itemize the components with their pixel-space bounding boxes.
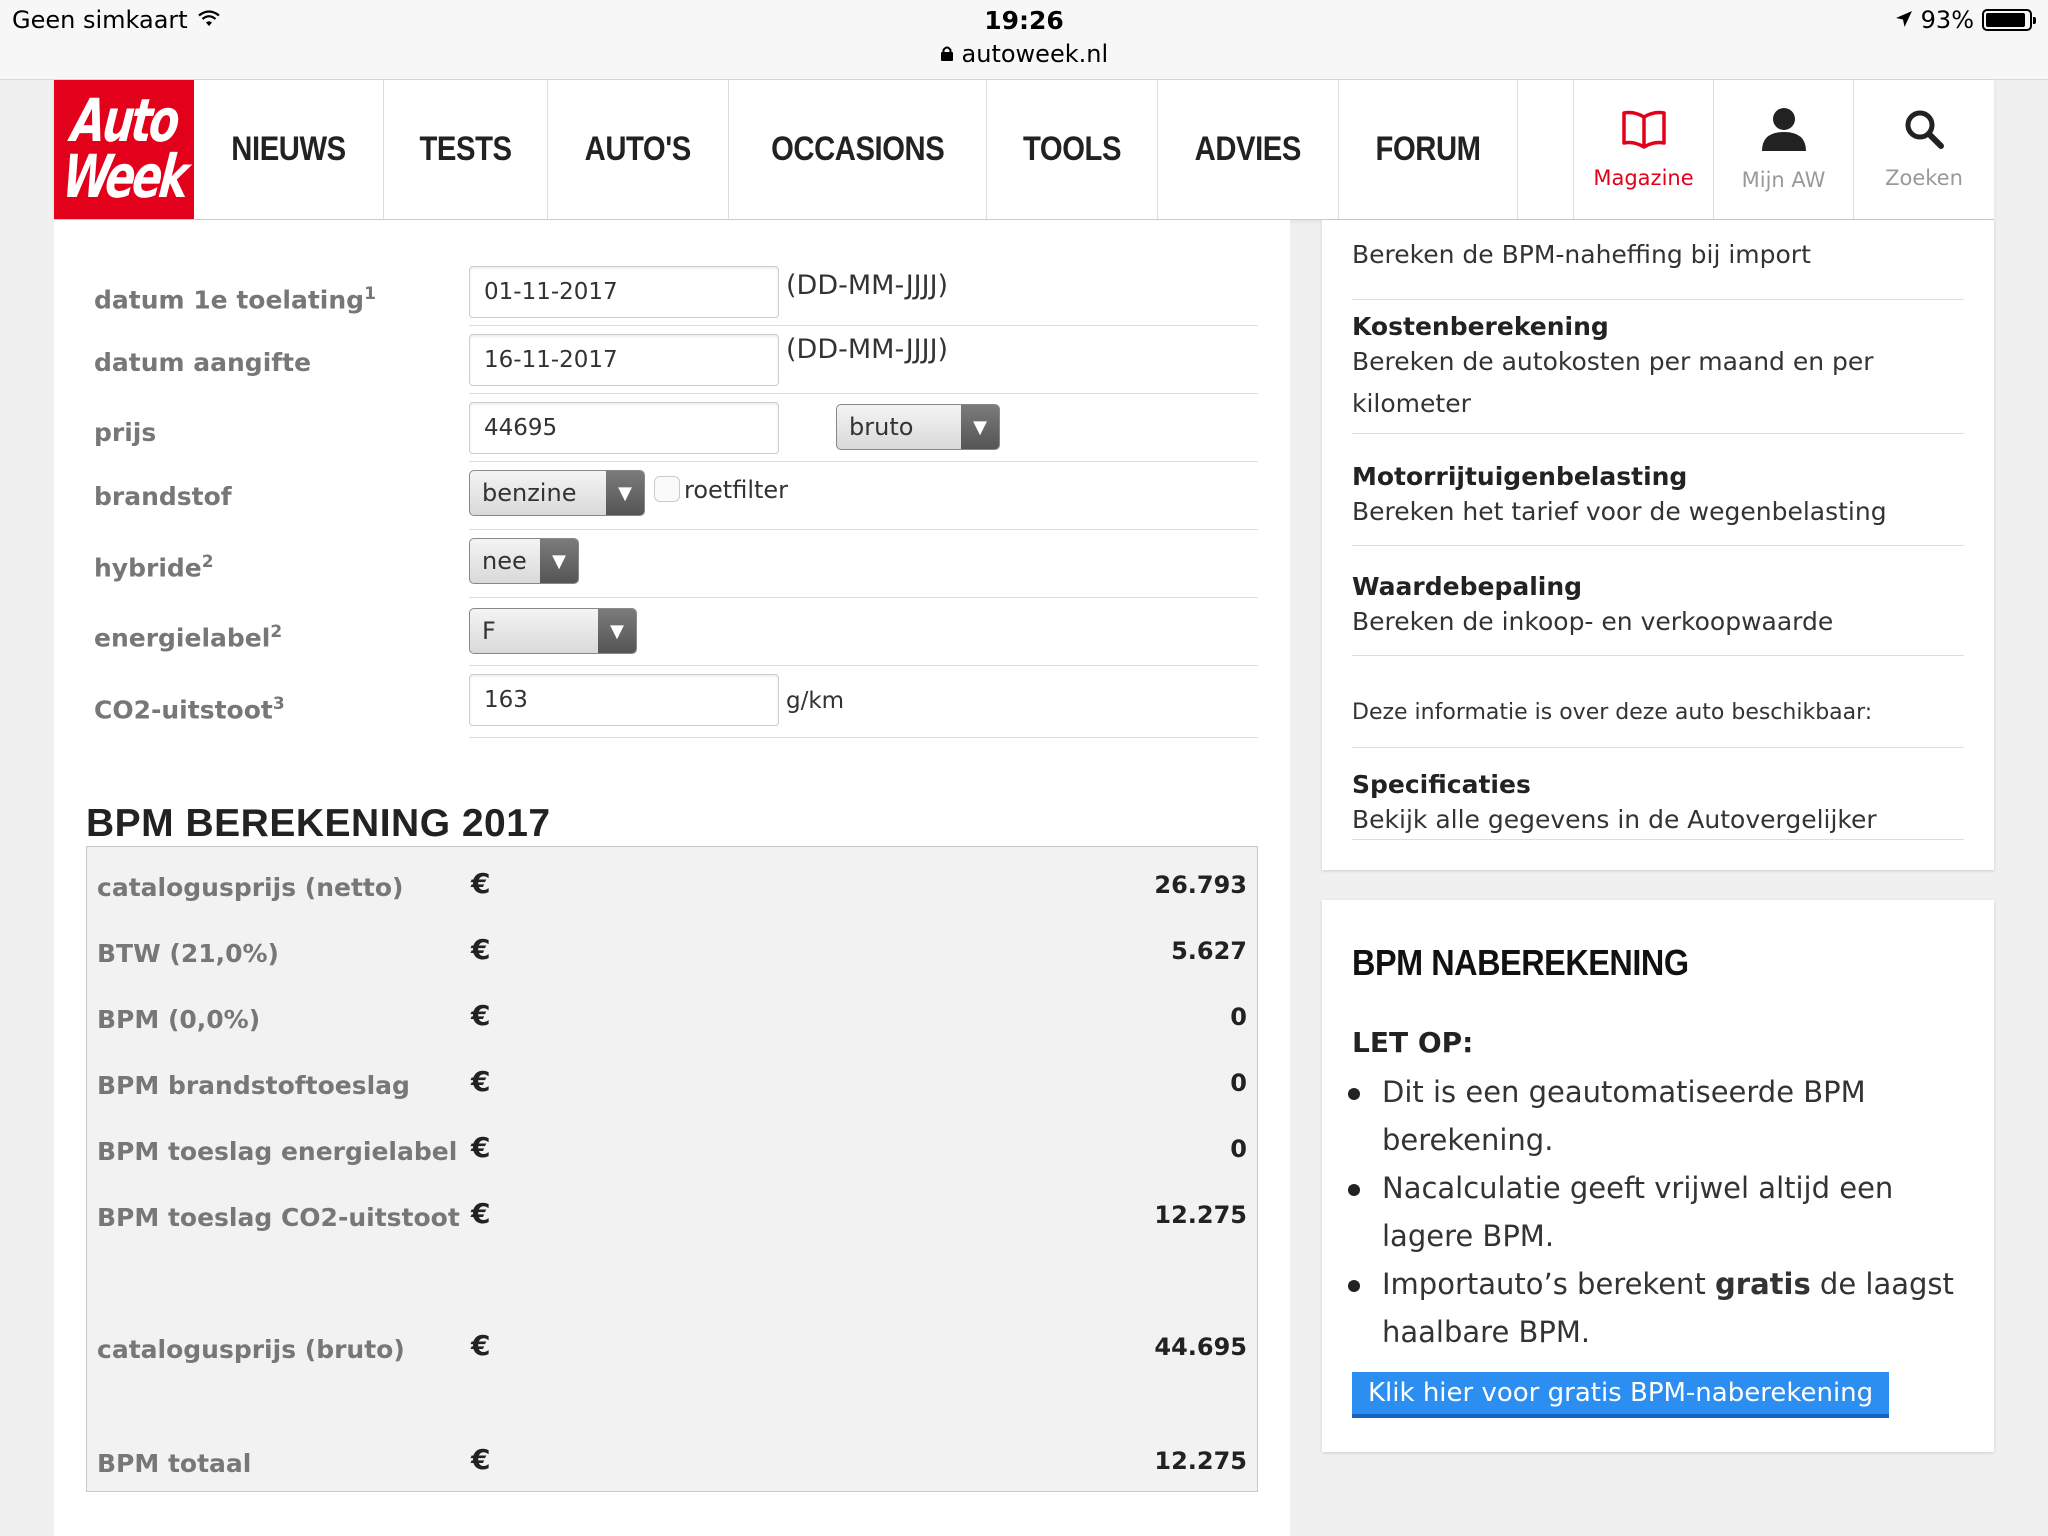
- location-arrow-icon: [1895, 6, 1913, 34]
- lock-icon: [940, 40, 962, 68]
- date-format-hint: (DD-MM-JJJJ): [786, 270, 949, 301]
- bpm-row: BPM toeslag CO2-uitstoot € 12.275: [97, 1197, 1247, 1232]
- energielabel-select[interactable]: F ▼: [469, 608, 637, 654]
- bpm-calculator-panel: [54, 220, 1290, 1536]
- form-row-datum-toelating: datum 1e toelating$^1$ 01-11-2017 (DD-MM-JJJJ): [94, 258, 1258, 326]
- euro-sign: €: [471, 999, 491, 1032]
- specificaties-link[interactable]: Specificaties Bekijk alle gegevens in de Autovergelijker: [1352, 746, 1964, 840]
- date-format-hint: (DD-MM-JJJJ): [786, 334, 949, 365]
- brandstof-select[interactable]: benzine ▼: [469, 470, 645, 516]
- euro-sign: €: [471, 1197, 491, 1230]
- nav-item-tools[interactable]: TOOLS: [987, 80, 1158, 219]
- search-icon: [1904, 109, 1944, 154]
- euro-sign: €: [471, 933, 491, 966]
- nav-item-occasions[interactable]: OCCASIONS: [729, 80, 987, 219]
- nav-item-autos[interactable]: AUTO'S: [548, 80, 728, 219]
- battery-percent: 93%: [1920, 6, 1974, 34]
- url-text: autoweek.nl: [961, 40, 1109, 68]
- main-navbar: [54, 80, 1994, 220]
- book-icon: [1621, 109, 1667, 154]
- hybride-select[interactable]: nee ▼: [469, 538, 579, 584]
- datum-toelating-label: datum 1e toelating: [94, 285, 365, 315]
- nav-menu: [194, 80, 1518, 219]
- naberekening-button[interactable]: Klik hier voor gratis BPM-naberekening: [1352, 1372, 1889, 1418]
- naberekening-title: BPM NABEREKENING: [1352, 942, 1689, 983]
- bpm-row: BPM (0,0%) € 0: [97, 999, 1247, 1034]
- mijn-aw-button[interactable]: Mijn AW: [1714, 80, 1854, 219]
- co2-unit: g/km: [786, 688, 845, 714]
- autoweek-logo[interactable]: Auto Week: [54, 80, 194, 219]
- roetfilter-checkbox[interactable]: [654, 476, 680, 502]
- bpm-row-total: BPM totaal € 12.275: [97, 1443, 1247, 1478]
- motorrijtuigenbelasting-link[interactable]: Motorrijtuigenbelasting Bereken het tarief voor de wegenbelasting: [1352, 458, 1964, 546]
- datum-toelating-input[interactable]: 01-11-2017: [469, 266, 779, 318]
- prijs-type-select[interactable]: bruto ▼: [836, 404, 1000, 450]
- status-bar: [0, 0, 2048, 80]
- hybride-label: hybride: [94, 553, 202, 583]
- euro-sign: €: [471, 1329, 491, 1362]
- prijs-input[interactable]: 44695: [469, 402, 779, 454]
- nav-item-tests[interactable]: TESTS: [384, 80, 548, 219]
- dropdown-arrow-icon: ▼: [540, 539, 578, 583]
- battery-icon: [1982, 9, 2032, 31]
- bpm-section-title: BPM BEREKENING 2017: [86, 802, 551, 845]
- roetfilter-label: roetfilter: [684, 476, 789, 504]
- list-item: Nacalculatie geeft vrijwel altijd een lagere BPM.: [1352, 1164, 1972, 1260]
- prijs-label: prijs: [94, 418, 157, 447]
- url-bar[interactable]: [0, 40, 2048, 68]
- form-row-datum-aangifte: [94, 326, 1258, 394]
- nav-item-forum[interactable]: FORUM: [1339, 80, 1518, 219]
- notice-list: [1352, 1068, 1972, 1356]
- form-row-energielabel: energielabel$^2$ F ▼: [94, 598, 1258, 666]
- euro-sign: €: [471, 1065, 491, 1098]
- datum-aangifte-label: datum aangifte: [94, 348, 312, 377]
- brandstof-label: brandstof: [94, 482, 232, 511]
- nav-item-advies[interactable]: ADVIES: [1158, 80, 1339, 219]
- bpm-naberekening-card: [1322, 900, 1994, 1452]
- nav-icon-group: [1573, 80, 1994, 219]
- form-row-prijs: [94, 394, 1258, 462]
- dropdown-arrow-icon: ▼: [961, 405, 999, 449]
- form-row-co2: CO2-uitstoot$^3$ 163 g/km: [94, 666, 1258, 734]
- co2-input[interactable]: 163: [469, 674, 779, 726]
- user-icon: [1761, 107, 1807, 156]
- info-notice: Deze informatie is over deze auto beschikbaar:: [1352, 690, 1964, 748]
- carrier-label: Geen simkaart: [12, 6, 188, 34]
- magazine-button[interactable]: Magazine: [1574, 80, 1714, 219]
- euro-sign: €: [471, 1443, 491, 1476]
- bpm-row: catalogusprijs (netto) € 26.793: [97, 867, 1247, 902]
- bpm-result-table: [86, 846, 1258, 1492]
- nav-item-nieuws[interactable]: NIEUWS: [194, 80, 384, 219]
- list-item: Importauto’s berekent gratis de laagst haalbare BPM.: [1352, 1260, 1972, 1356]
- euro-sign: €: [471, 1131, 491, 1164]
- list-item: Dit is een geautomatiseerde BPM berekening.: [1352, 1068, 1972, 1164]
- dropdown-arrow-icon: ▼: [598, 609, 636, 653]
- clock: 19:26: [984, 6, 1064, 35]
- form-row-brandstof: [94, 462, 1258, 530]
- euro-sign: €: [471, 867, 491, 900]
- bpm-calculator-link[interactable]: Bereken de BPM-naheffing bij import: [1352, 234, 1964, 300]
- co2-label: CO2-uitstoot: [94, 695, 273, 725]
- datum-aangifte-input[interactable]: 16-11-2017: [469, 334, 779, 386]
- form-row-hybride: hybride$^2$ nee ▼: [94, 530, 1258, 598]
- calculators-sidebar: [1322, 220, 1994, 870]
- bpm-row: catalogusprijs (bruto) € 44.695: [97, 1329, 1247, 1364]
- bpm-row: BPM toeslag energielabel € 0: [97, 1131, 1247, 1166]
- let-op-heading: LET OP:: [1352, 1026, 1474, 1059]
- dropdown-arrow-icon: ▼: [606, 471, 644, 515]
- kostenberekening-link[interactable]: Kostenberekening Bereken de autokosten per maand en per kilometer: [1352, 308, 1964, 434]
- bpm-row: BTW (21,0%) € 5.627: [97, 933, 1247, 968]
- zoeken-button[interactable]: Zoeken: [1854, 80, 1994, 219]
- waardebepaling-link[interactable]: Waardebepaling Bereken de inkoop- en verkoopwaarde: [1352, 568, 1964, 656]
- bpm-row: BPM brandstoftoeslag € 0: [97, 1065, 1247, 1100]
- energielabel-label: energielabel: [94, 623, 271, 653]
